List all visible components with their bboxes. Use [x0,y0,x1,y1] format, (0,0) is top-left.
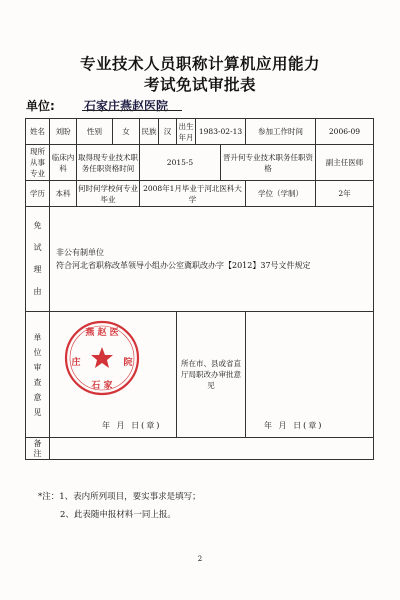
svg-text:院: 院 [123,358,133,368]
svg-text:石 家: 石 家 [91,381,113,391]
table-row-review [26,312,374,438]
unit-underline [82,110,182,111]
reason-label: 免试理由 [33,221,42,296]
degree-value: 2年 [316,181,374,207]
table-row-reason [26,207,374,312]
birth-value: 1983-02-13 [196,119,246,145]
birth-label: 出生年月 [177,119,196,145]
remarks-label: 备注 [33,438,42,458]
ethnicity-label: 民族 [140,119,159,145]
city-review-label: 所在市、县或省直厅局职改办审批意见 [177,312,246,438]
note-line-1: *注：1、表内所列项目，要实事求是填写； [38,492,201,502]
degree-label: 学位（学制） [246,181,316,207]
table-row-remarks [26,438,374,460]
approval-table [25,118,374,460]
specialty-label: 现所从事专业 [26,145,50,181]
reason-content [50,207,374,312]
city-review-content [246,312,374,438]
table-row-basic-info [26,119,374,145]
name-value: 刘盼 [50,119,77,145]
reason-line-1: 非公有制单位 [56,248,104,257]
unit-review-date: 年 月 日(章) [102,421,162,430]
position-time-value: 2015-5 [140,145,221,181]
remarks-content [50,438,374,460]
gender-label: 性别 [77,119,113,145]
unit-review-label-cell [26,312,50,438]
hospital-seal-icon [62,318,142,398]
work-start-value: 2006-09 [316,119,374,145]
city-review-date: 年 月 日(章) [264,421,324,430]
work-start-label: 参加工作时间 [246,119,316,145]
svg-text:燕 赵 医: 燕 赵 医 [85,328,119,338]
position-time-label: 取得现专业技术职务任职资格时间 [77,145,140,181]
table-row-position [26,145,374,181]
ethnicity-value: 汉 [159,119,177,145]
name-label: 姓名 [26,119,50,145]
gender-value: 女 [113,119,140,145]
unit-value: 石家庄燕赵医院 [84,99,169,113]
education-value: 本科 [50,181,77,207]
remarks-label-cell [26,438,50,460]
school-value: 2008年1月毕业于河北医科大学 [140,181,246,207]
note-line-2: 2、此表随申报材料一同上报。 [60,510,176,520]
reason-label-cell [26,207,50,312]
promote-value: 副主任医师 [316,145,374,181]
svg-text:庄: 庄 [71,358,81,368]
unit-review-content [50,312,177,438]
form-title-line1: 专业技术人员职称计算机应用能力 [79,55,320,73]
promote-label: 晋升何专业技术职务任职资格 [221,145,316,181]
unit-label: 单位: [26,99,55,113]
reason-line-2: 符合河北省职称改革领导小组办公室冀职改办字【2012】37号文件规定 [56,261,311,270]
unit-review-label: 单位审查意见 [33,332,42,417]
page-number: 2 [197,555,203,563]
unit-row [26,97,169,114]
form-title-line2: 考试免试审批表 [143,76,256,94]
education-label: 学历 [26,181,50,207]
school-label: 何时何学校何专业毕业 [77,181,140,207]
notes [38,488,201,524]
specialty-value: 临床内科 [50,145,77,181]
table-row-education [26,181,374,207]
